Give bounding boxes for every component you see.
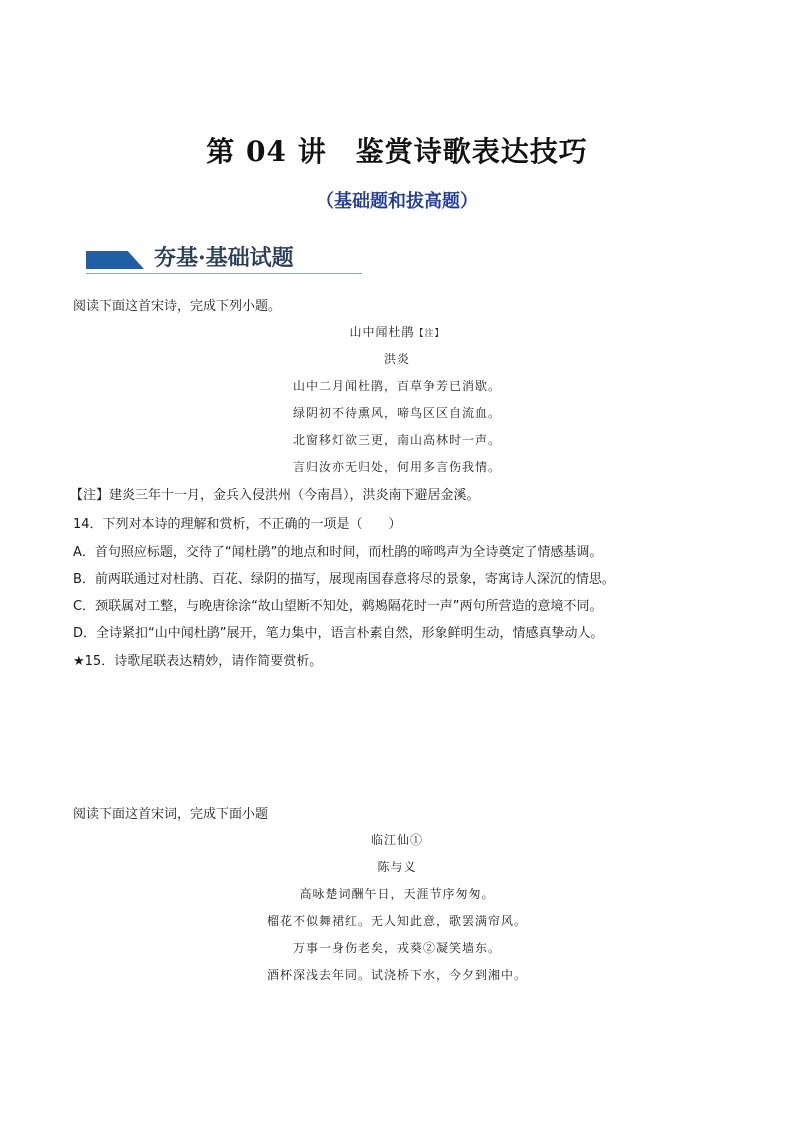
q1-poem-title-text: 山中闻杜鹃: [349, 325, 415, 339]
page-title: 第 04 讲 鉴赏诗歌表达技巧: [206, 135, 588, 168]
section-banner: [86, 240, 362, 276]
q2-poem-line: 高咏楚词酬午日，天涯节序匆匆。: [299, 887, 495, 901]
q2-poem-title: 临江仙①: [370, 833, 423, 847]
page-subtitle: （基础题和拔高题）: [316, 191, 478, 212]
q1-poem-line: 言归汝亦无归处，何用多言伤我情。: [292, 460, 501, 474]
q2-poem-line: 榴花不似舞裙红。无人知此意，歌罢满帘风。: [266, 914, 527, 928]
question-15: ★15．诗歌尾联表达精妙，请作简要赏析。: [73, 654, 323, 669]
option-d: D．全诗紧扣“山中闻杜鹃”展开，笔力集中，语言朴素自然，形象鲜明生动，情感真挚动人。: [73, 626, 604, 641]
q1-poem-title: [0, 323, 794, 340]
q1-poem-line: 绿阴初不待熏风，啼鸟区区自流血。: [292, 406, 501, 420]
option-c: C．颈联属对工整，与晚唐徐涂“故山望断不知处，鹈鴂隔花时一声”两句所营造的意境不同。: [73, 599, 603, 614]
question-14: 14．下列对本诗的理解和赏析，不正确的一项是（ ）: [73, 517, 402, 532]
q1-poem-title-note: 【注】: [414, 329, 445, 339]
q1-poem-line: 北窗移灯欲三更，南山高林时一声。: [292, 433, 501, 447]
banner-bar-decoration: [86, 251, 144, 269]
q1-note: 【注】建炎三年十一月，金兵入侵洪州（今南昌），洪炎南下避居金溪。: [70, 488, 480, 503]
q2-poem-author: 陈与义: [377, 860, 417, 874]
option-a: A．首句照应标题，交待了“闻杜鹃”的地点和时间，而杜鹃的啼鸣声为全诗奠定了情感基调。: [73, 545, 603, 560]
q2-poem-line: 酒杯深浅去年同。试浇桥下水，今夕到湘中。: [266, 968, 527, 982]
q2-intro: 阅读下面这首宋词，完成下面小题: [73, 807, 269, 822]
q2-poem-line: 万事一身伤老矣，戎葵②凝笑墙东。: [292, 941, 501, 955]
section-banner-title: 夯基·基础试题: [154, 245, 294, 271]
q1-poem-line: 山中二月闻杜鹃，百草争芳已消歇。: [292, 379, 501, 393]
banner-underline: [86, 273, 362, 274]
option-b: B．前两联通过对杜鹃、百花、绿阴的描写，展现南国春意将尽的景象，寄寓诗人深沉的情思。: [73, 572, 615, 587]
q1-poem-author: 洪炎: [383, 352, 410, 366]
q1-intro: 阅读下面这首宋诗，完成下列小题。: [73, 299, 282, 314]
